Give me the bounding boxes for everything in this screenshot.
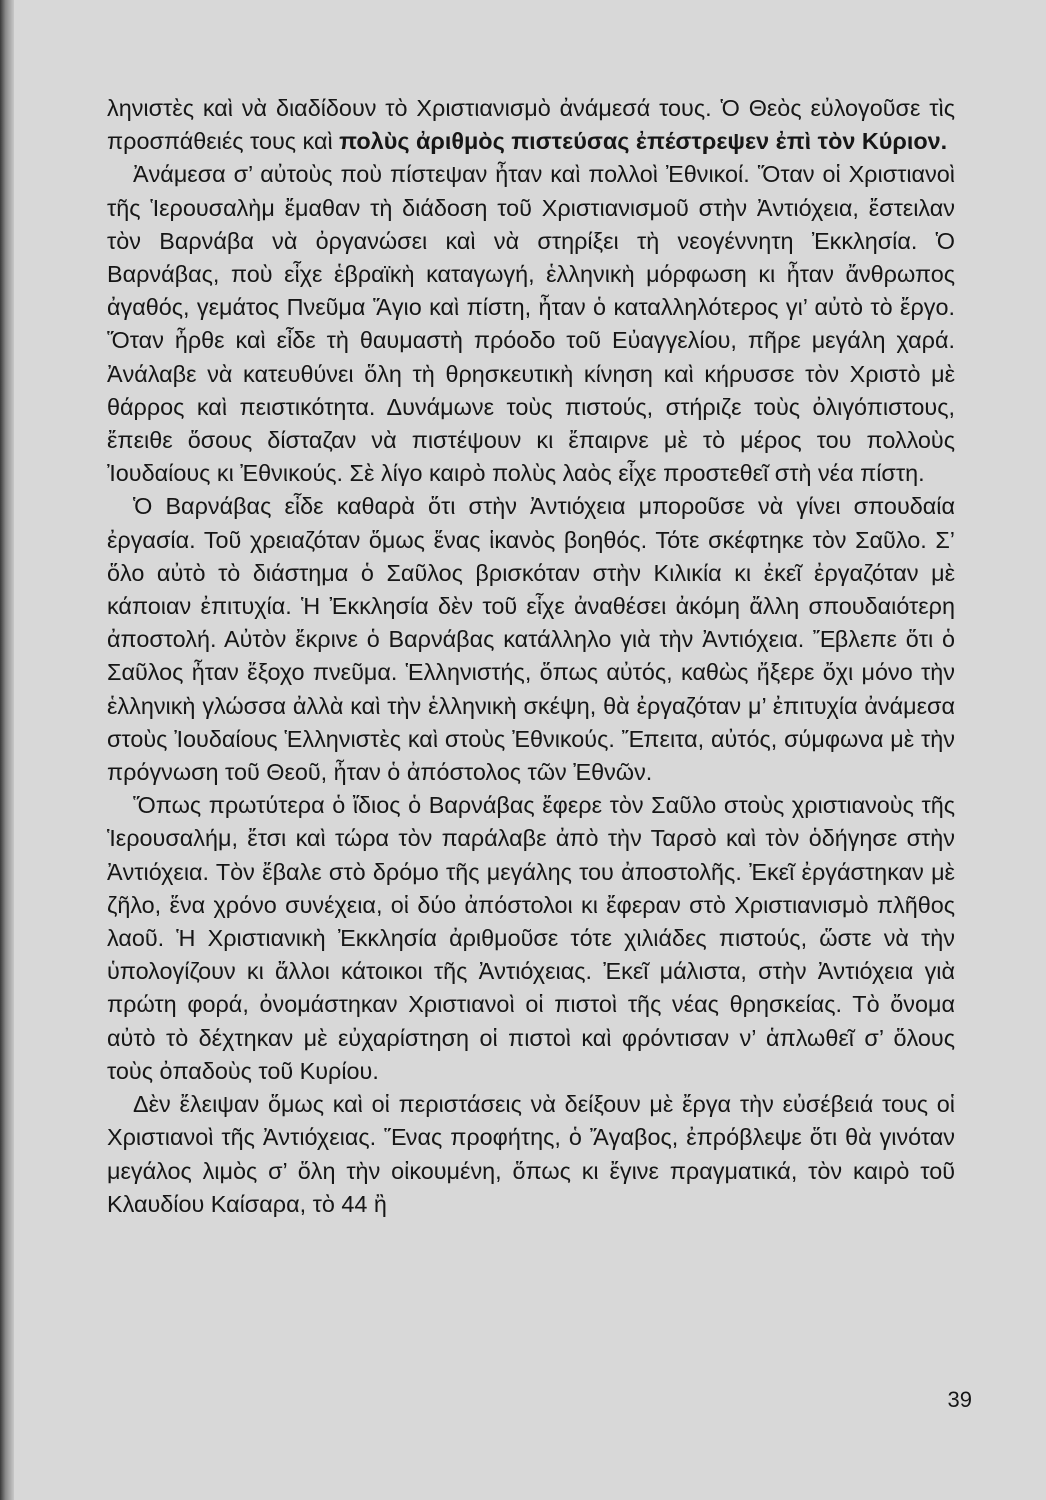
paragraph-2: [107, 158, 955, 490]
paragraph-1-text: ληνιστὲς καὶ νὰ διαδίδουν τὸ Χριστιανισμὸ ἀνάμεσά τους. Ὁ Θεὸς εὐλογοῦσε τὶς προσπάθειές τους καὶ: [107, 95, 955, 155]
body-text: [107, 92, 955, 1221]
paragraph-4: [107, 789, 955, 1088]
paragraph-3-text: Ὁ Βαρνάβας εἶδε καθαρὰ ὅτι στὴν Ἀντιόχεια μποροῦσε νὰ γίνει σπουδαία ἐργασία. Τοῦ χρειαζόταν ὅμως ἕνας ἱκανὸς βοηθός. Τότε σκέφτηκε τὸν Σαῦλο. Σ’ ὅλο αὐτὸ τὸ διάστημα ὁ Σαῦλος βρισκόταν στὴν Κιλικία κι ἐκεῖ ἐργαζόταν μὲ κάποιαν ἐπιτυχία. Ἡ Ἐκκλησία δὲν τοῦ εἶχε ἀναθέσει ἀκόμη ἄλλη σπουδαιότερη ἀποστολή. Αὐτὸν ἔκρινε ὁ Βαρνάβας κατάλληλο γιὰ τὴν Ἀντιόχεια. Ἔβλεπε ὅτι ὁ Σαῦλος ἦταν ἔξοχο πνεῦμα. Ἑλληνιστής, ὅπως αὐτός, καθὼς ἤξερε ὄχι μόνο τὴν ἑλληνικὴ γλώσσα ἀλλὰ καὶ τὴν ἑλληνικὴ σκέψη, θὰ ἐργαζόταν μ’ ἐπιτυχία ἀνάμεσα στοὺς Ἰουδαίους Ἑλληνιστὲς καὶ στοὺς Ἐθνικούς. Ἔπειτα, αὐτός, σύμφωνα μὲ τὴν πρόγνωση τοῦ Θεοῦ, ἦταν ὁ ἀπόστολος τῶν Ἐθνῶν.: [107, 493, 955, 786]
paragraph-4-text: Ὅπως πρωτύτερα ὁ ἴδιος ὁ Βαρνάβας ἔφερε τὸν Σαῦλο στοὺς χριστιανοὺς τῆς Ἱερουσαλήμ, ἔτσι καὶ τώρα τὸν παράλαβε ἀπὸ τὴν Ταρσὸ καὶ τὸν ὁδήγησε στὴν Ἀντιόχεια. Τὸν ἔβαλε στὸ δρόμο τῆς μεγάλης του ἀποστολῆς. Ἐκεῖ ἐργάστηκαν μὲ ζῆλο, ἕνα χρόνο συνέχεια, οἱ δύο ἀπόστολοι κι ἔφεραν στὸ Χριστιανισμὸ πλῆθος λαοῦ. Ἡ Χριστιανικὴ Ἐκκλησία ἀριθμοῦσε τότε χιλιάδες πιστούς, ὥστε νὰ τὴν ὑπολογίζουν κι ἄλλοι κάτοικοι τῆς Ἀντιόχειας. Ἐκεῖ μάλιστα, στὴν Ἀντιόχεια γιὰ πρώτη φορά, ὀνομάστηκαν Χριστιανοὶ οἱ πιστοὶ τῆς νέας θρησκείας. Τὸ ὄνομα αὐτὸ τὸ δέχτηκαν μὲ εὐχαρίστηση οἱ πιστοὶ καὶ φρόντισαν ν’ ἁπλωθεῖ σ’ ὅλους τοὺς ὀπαδοὺς τοῦ Κυρίου.: [107, 792, 955, 1084]
paragraph-3: [107, 490, 955, 789]
paragraph-1-bold-quote: πολὺς ἀριθμὸς πιστεύσας ἐπέστρεψεν ἐπὶ τὸν Κύριον.: [339, 128, 948, 155]
page-number: 39: [947, 1387, 972, 1412]
paragraph-2-text: Ἀνάμεσα σ’ αὐτοὺς ποὺ πίστεψαν ἦταν καὶ πολλοὶ Ἐθνικοί. Ὅταν οἱ Χριστιανοὶ τῆς Ἱερουσαλὴμ ἔμαθαν τὴ διάδοση τοῦ Χριστιανισμοῦ στὴν Ἀντιόχεια, ἔστειλαν τὸν Βαρνάβα νὰ ὀργανώσει καὶ νὰ στηρίξει τὴ νεογέννητη Ἐκκλησία. Ὁ Βαρνάβας, ποὺ εἶχε ἑβραϊκὴ καταγωγή, ἑλληνικὴ μόρφωση κι ἦταν ἄνθρωπος ἀγαθός, γεμάτος Πνεῦμα Ἅγιο καὶ πίστη, ἦταν ὁ καταλληλότερος γι’ αὐτὸ τὸ ἔργο. Ὅταν ἦρθε καὶ εἶδε τὴ θαυμαστὴ πρόοδο τοῦ Εὐαγγελίου, πῆρε μεγάλη χαρά. Ἀνάλαβε νὰ κατευθύνει ὅλη τὴ θρησκευτικὴ κίνηση καὶ κήρυσσε τὸν Χριστὸ μὲ θάρρος καὶ πειστικότητα. Δυνάμωνε τοὺς πιστούς, στήριζε τοὺς ὀλιγόπιστους, ἔπειθε ὅσους δίσταζαν νὰ πιστέψουν κι ἔπαιρνε μὲ τὸ μέρος του πολλοὺς Ἰουδαίους κι Ἐθνικούς. Σὲ λίγο καιρὸ πολὺς λαὸς εἶχε προστεθεῖ στὴ νέα πίστη.: [107, 161, 955, 487]
paragraph-5: [107, 1088, 955, 1221]
paragraph-1: [107, 92, 955, 158]
paragraph-5-text: Δὲν ἔλειψαν ὅμως καὶ οἱ περιστάσεις νὰ δείξουν μὲ ἔργα τὴν εὐσέβειά τους οἱ Χριστιανοὶ τῆς Ἀντιόχειας. Ἕνας προφήτης, ὁ Ἄγαβος, ἐπρόβλεψε ὅτι θὰ γινόταν μεγάλος λιμὸς σ’ ὅλη τὴν οἰκουμένη, ὅπως κι ἔγινε πραγματικά, τὸν καιρὸ τοῦ Κλαυδίου Καίσαρα, τὸ 44 ἢ: [107, 1091, 955, 1217]
